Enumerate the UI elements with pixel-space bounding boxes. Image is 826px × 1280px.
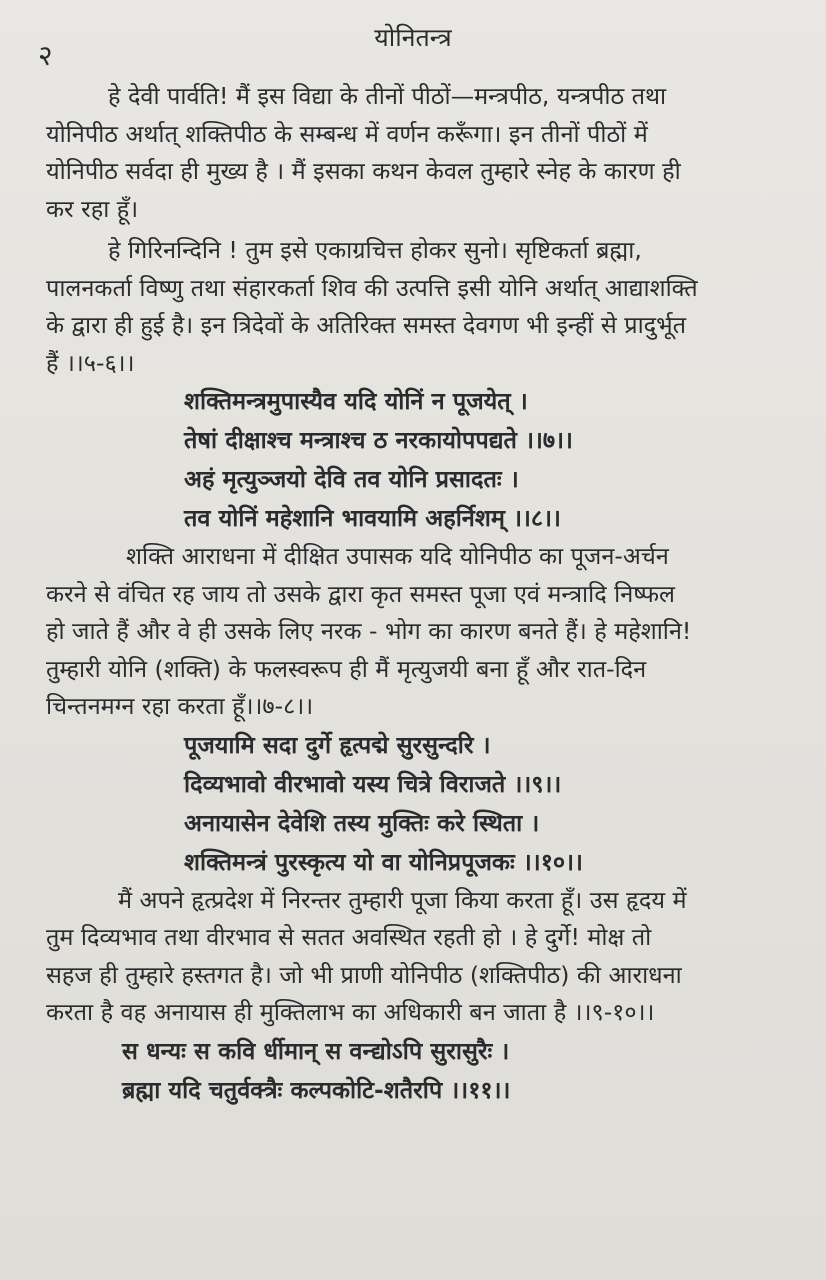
verse-line: दिव्यभावो वीरभावो यस्य चित्रे विराजते ।।९।।	[184, 769, 562, 798]
page-body	[46, 78, 812, 1110]
text-line: करता है वह अनायास ही मुक्तिलाभ का अधिकारी बन जाता है ।।९-१०।।	[46, 998, 655, 1026]
text-line: के द्वारा ही हुई है। इन त्रिदेवों के अतिरिक्त समस्त देवगण भी इन्हीं से प्रादुर्भूत	[46, 311, 687, 339]
text-line: पालनकर्ता विष्णु तथा संहारकर्ता शिव की उत्पत्ति इसी योनि अर्थात् आद्याशक्ति	[46, 273, 698, 302]
text-line: सहज ही तुम्हारे हस्तगत है। जो भी प्राणी योनिपीठ (शक्तिपीठ) की आराधना	[46, 960, 682, 989]
paragraph-3	[46, 538, 812, 726]
text-line: चिन्तनमग्न रहा करता हूँ।।७-८।।	[46, 692, 314, 720]
verse-line: पूजयामि सदा दुर्गे हृत्पद्मे सुरसुन्दरि ।	[184, 730, 491, 759]
text-line: योनिपीठ सर्वदा ही मुख्य है । मैं इसका कथन केवल तुम्हारे स्नेह के कारण ही	[46, 157, 681, 185]
paragraph-4	[46, 882, 812, 1032]
sanskrit-verse-7-8	[46, 382, 812, 538]
text-line: कर रहा हूँ।	[46, 194, 139, 223]
text-line: योनिपीठ अर्थात् शक्तिपीठ के सम्बन्ध में वर्णन करूँगा। इन तीनों पीठों में	[46, 119, 648, 148]
sanskrit-verse-11	[46, 1032, 812, 1110]
verse-line: शक्तिमन्त्रं पुरस्कृत्य यो वा योनिप्रपूजकः ।।१०।।	[184, 847, 583, 876]
page-number: २	[38, 39, 53, 72]
verse-line: तेषां दीक्षाश्च मन्त्राश्च ठ नरकायोपपद्यते ।।७।।	[184, 426, 573, 454]
verse-line: स धन्यः स कवि र्धीमान् स वन्द्योऽपि सुरासुरैः ।	[122, 1036, 510, 1065]
text-line: मैं अपने हृत्प्रदेश में निरन्तर तुम्हारी पूजा किया करता हूँ। उस हृदय में	[118, 885, 687, 914]
verse-line: तव योनिं महेशानि भावयामि अहर्निशम् ।।८।।	[184, 504, 561, 532]
verse-line: अहं मृत्युञ्जयो देवि तव योनि प्रसादतः ।	[184, 465, 519, 493]
text-line: हो जाते हैं और वे ही उसके लिए नरक - भोग का कारण बनते हैं। हे महेशानि!	[46, 617, 692, 645]
paragraph-2	[46, 232, 812, 382]
sanskrit-verse-9-10	[46, 726, 812, 882]
text-line: शक्ति आराधना में दीक्षित उपासक यदि योनिपीठ का पूजन-अर्चन	[126, 542, 669, 570]
text-line: हे गिरिनन्दिनि ! तुम इसे एकाग्रचित्त होकर सुनो। सृष्टिकर्ता ब्रह्मा,	[108, 236, 642, 264]
paragraph-1	[46, 78, 812, 228]
verse-line: ब्रह्मा यदि चतुर्वक्त्रैः कल्पकोटि-शतैरपि ।।११।।	[122, 1075, 511, 1104]
text-line: करने से वंचित रह जाय तो उसके द्वारा कृत समस्त पूजा एवं मन्त्रादि निष्फल	[46, 579, 675, 608]
text-line: तुम दिव्यभाव तथा वीरभाव से सतत अवस्थित रहती हो । हे दुर्गे! मोक्ष तो	[46, 923, 652, 951]
verse-line: अनायासेन देवेशि तस्य मुक्तिः करे स्थिता ।	[184, 808, 540, 837]
text-line: हैं ।।५-६।।	[46, 348, 135, 377]
running-title: योनितन्त्र	[374, 23, 452, 52]
verse-line: शक्तिमन्त्रमुपास्यैव यदि योनिं न पूजयेत् ।	[184, 387, 528, 415]
text-line: हे देवी पार्वति! मैं इस विद्या के तीनों पीठों—मन्त्रपीठ, यन्त्रपीठ तथा	[108, 82, 667, 110]
text-line: तुम्हारी योनि (शक्ति) के फलस्वरूप ही मैं मृत्युजयी बना हूँ और रात-दिन	[46, 654, 647, 683]
